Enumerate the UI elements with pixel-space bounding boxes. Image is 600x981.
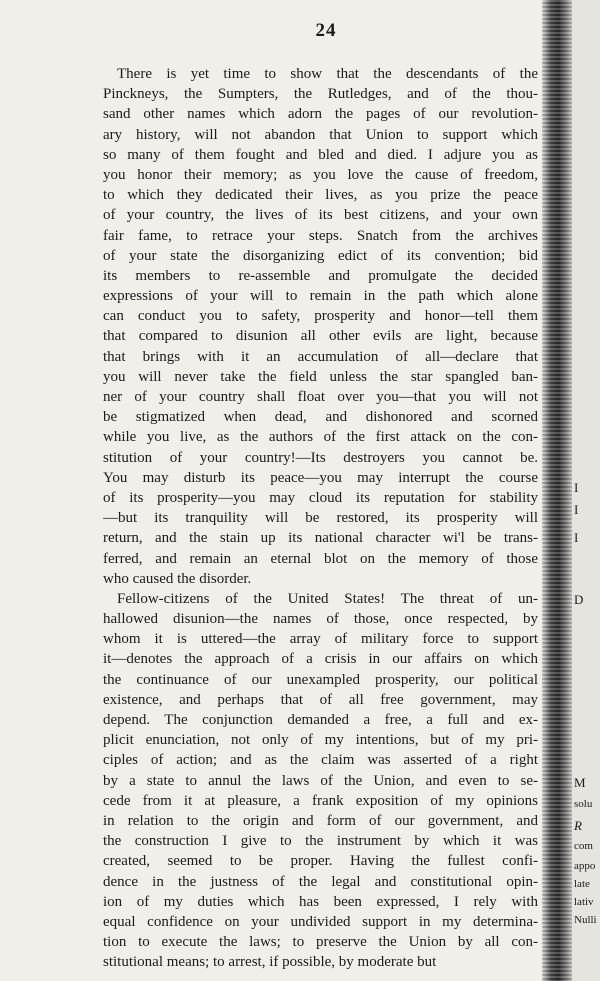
text-line: of its prosperity—you may cloud its reputation for stability bbox=[103, 489, 538, 506]
text-line: that brings with it an accumulation of all—declare that bbox=[103, 348, 538, 365]
facing-fragment: I bbox=[574, 530, 579, 545]
text-line: You may disturb its peace—you may interrupt the course bbox=[103, 469, 538, 486]
text-line: —but its tranquility will be restored, its prosperity will bbox=[103, 510, 538, 527]
text-line: sand other names which adorn the pages of our revolution- bbox=[103, 106, 538, 123]
facing-fragment: late bbox=[574, 878, 590, 890]
text-line: who caused the disorder. bbox=[103, 570, 252, 587]
facing-fragment: D bbox=[574, 592, 584, 607]
text-line: existence, and perhaps that of all free government, may bbox=[103, 691, 538, 708]
text-line: hallowed disunion—the names of those, once respected, by bbox=[103, 611, 538, 628]
text-line: the construction I give to the instrument by which it was bbox=[103, 833, 538, 850]
facing-fragment: com bbox=[574, 840, 593, 852]
facing-fragment: appo bbox=[574, 860, 596, 872]
text-line: fair fame, to retrace your steps. Snatch from the archives bbox=[103, 227, 538, 244]
text-line: created, seemed to be proper. Having the fullest confi- bbox=[103, 853, 538, 870]
text-line: of your state the disorganizing edict of its convention; bid bbox=[103, 247, 538, 264]
text-line: while you live, as the authors of the first attack on the con- bbox=[103, 429, 538, 446]
text-line: dence in the justness of the legal and constitutional opin- bbox=[103, 873, 538, 890]
text-line: ferred, and remain an eternal blot on the memory of those bbox=[103, 550, 538, 567]
text-line: you honor their memory; as you love the cause of freedom, bbox=[103, 166, 538, 183]
text-line: return, and the stain up its national character wi'l be trans- bbox=[103, 530, 538, 547]
text-line: There is yet time to show that the descendants of the bbox=[117, 66, 538, 82]
text-line: you will never take the field unless the star spangled ban- bbox=[103, 368, 538, 385]
text-line: cede from it at pleasure, a frank exposition of my opinions bbox=[103, 792, 538, 809]
facing-fragment: Nulli bbox=[574, 914, 597, 926]
text-line: tion to execute the laws; to preserve the Union by all con- bbox=[103, 934, 538, 951]
text-line: Pinckneys, the Sumpters, the Rutledges, and of the thou- bbox=[103, 86, 538, 103]
text-line: plicit enunciation, not only of my intentions, but of my pri- bbox=[103, 732, 538, 749]
text-line: in relation to the origin and form of our government, and bbox=[103, 812, 538, 829]
text-line: by a state to annul the laws of the Union, and even to se- bbox=[103, 772, 538, 789]
text-line: of your country, the lives of its best citizens, and your own bbox=[103, 207, 538, 224]
text-line: depend. The conjunction demanded a free, a full and ex- bbox=[103, 712, 538, 728]
facing-fragment: solu bbox=[574, 798, 593, 810]
facing-fragment: I bbox=[574, 502, 579, 517]
facing-fragment: lativ bbox=[574, 896, 594, 908]
text-line: it—denotes the approach of a crisis in our affairs on which bbox=[103, 651, 538, 668]
text-line: expressions of your will to remain in the path which alone bbox=[103, 288, 538, 305]
text-line: can conduct you to safety, prosperity and honor—tell them bbox=[103, 308, 538, 325]
text-line: ary history, will not abandon that Union to support which bbox=[103, 126, 538, 143]
text-line: be stigmatized when dead, and dishonored and scorned bbox=[103, 409, 538, 426]
text-line: equal confidence on your undivided support in my determina- bbox=[103, 913, 538, 930]
text-line: to which they dedicated their lives, as you prize the peace bbox=[103, 187, 538, 204]
text-line: ion of my duties which has been expressed, I rely with bbox=[103, 893, 538, 910]
text-line: the continuance of our unexampled prosperity, our political bbox=[103, 671, 538, 688]
text-line: whom it is uttered—the array of military force to support bbox=[103, 631, 538, 648]
body-text bbox=[103, 64, 538, 972]
facing-fragment: R bbox=[574, 818, 582, 833]
text-line: stitution of your country!—Its destroyers you cannot be. bbox=[103, 449, 538, 466]
text-line: so many of them fought and bled and died. I adjure you as bbox=[103, 146, 538, 163]
facing-page-edge bbox=[572, 0, 600, 981]
text-line: ciples of action; and as the claim was asserted of a right bbox=[103, 752, 538, 769]
text-line: stitutional means; to arrest, if possible, by moderate but bbox=[103, 954, 437, 971]
text-line: its members to re-assemble and promulgate the decided bbox=[103, 267, 538, 284]
page-number: 24 bbox=[315, 20, 337, 41]
facing-fragment: I bbox=[574, 480, 579, 495]
text-line: that compared to disunion all other evils are light, because bbox=[103, 328, 538, 345]
text-line: Fellow-citizens of the United States! The threat of un- bbox=[117, 590, 538, 607]
text-line: ner of your country shall float over you—that you will not bbox=[103, 389, 538, 405]
facing-fragment: M bbox=[574, 775, 586, 790]
book-gutter bbox=[542, 0, 572, 981]
